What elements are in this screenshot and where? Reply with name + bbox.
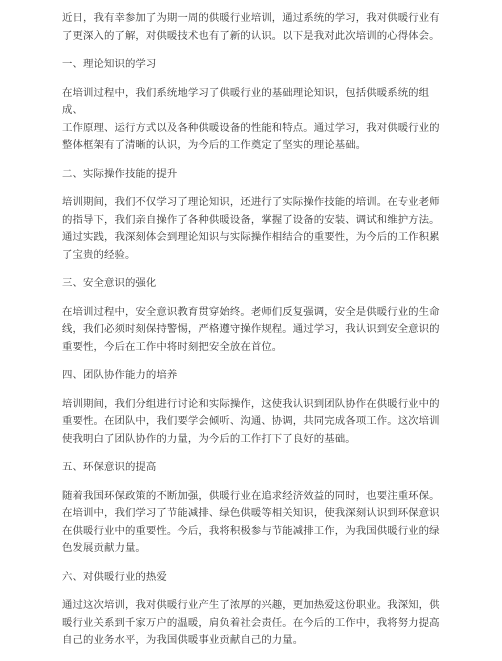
- section-heading: 五、环保意识的提高: [62, 461, 157, 473]
- section-body: 在培训过程中，我们系统地学习了供暖行业的基础理论知识，包括供暖系统的组成、 工作原理、运行方式以及各种供暖设备的性能和特点。通过学习，我对供暖行业的 整体框架有了清晰的认识，为今后的工作奠定了坚实的理论基础。: [62, 86, 440, 151]
- section-practice: [62, 166, 442, 265]
- section-body: 随着我国环保政策的不断加强，供暖行业在追求经济效益的同时，也要注重环保。 在培训中，我们学习了节能减排、绿色供暖等相关知识，使我深刻认识到环保意识 在供暖行业中的重要性。今后，我将积极参与节能减排工作，为我国供暖行业的绿 色发展贡献力量。: [62, 489, 440, 554]
- section-heading: 六、对供暖行业的热爱: [62, 570, 167, 583]
- document-page: [62, 10, 442, 661]
- section-body: 培训期间，我们分组进行讨论和实际操作，这使我认识到团队协作在供暖行业中的 重要性。在团队中，我们要学会倾听、沟通、协调，共同完成各项工作。这次培训 使我明白了团队协作的力量，为今后的工作打下了良好的基础。: [62, 397, 440, 445]
- section-body: 培训期间，我们不仅学习了理论知识，还进行了实际操作技能的培训。在专业老师 的指导下，我们亲自操作了各种供暖设备，掌握了设备的安装、调试和维护方法。 通过实践，我深刻体会到理论知识与实际操作相结合的重要性，为今后的工作积累 了宝贵的经验。: [62, 196, 440, 261]
- section-safety: [62, 275, 442, 356]
- section-heading: 一、理论知识的学习: [62, 58, 157, 70]
- section-theory: [62, 56, 442, 155]
- section-environment: [62, 459, 442, 558]
- section-heading: 四、团队协作能力的培养: [62, 369, 178, 381]
- section-heading: 三、安全意识的强化: [62, 277, 157, 289]
- section-passion: [62, 569, 442, 650]
- section-teamwork: [62, 367, 442, 448]
- intro-paragraph: 近日，我有幸参加了为期一周的供暖行业培训，通过系统的学习，我对供暖行业有 了更深入的了解，对供暖技术也有了新的认识。以下是我对此次培训的心得体会。: [62, 12, 440, 42]
- section-body: 在培训过程中，安全意识教育贯穿始终。老师们反复强调，安全是供暖行业的生命 线，我们必须时刻保持警惕，严格遵守操作规程。通过学习，我认识到安全意识的 重要性，今后在工作中将时刻把安全放在首位。: [62, 305, 440, 353]
- section-heading: 二、实际操作技能的提升: [62, 167, 178, 180]
- section-body: 通过这次培训，我对供暖行业产生了浓厚的兴趣，更加热爱这份职业。我深知，供 暖行业关系到千家万户的温暖，肩负着社会责任。在今后的工作中，我将努力提高 自己的业务水平，为我国供暖事业贡献自己的力量。: [62, 599, 440, 646]
